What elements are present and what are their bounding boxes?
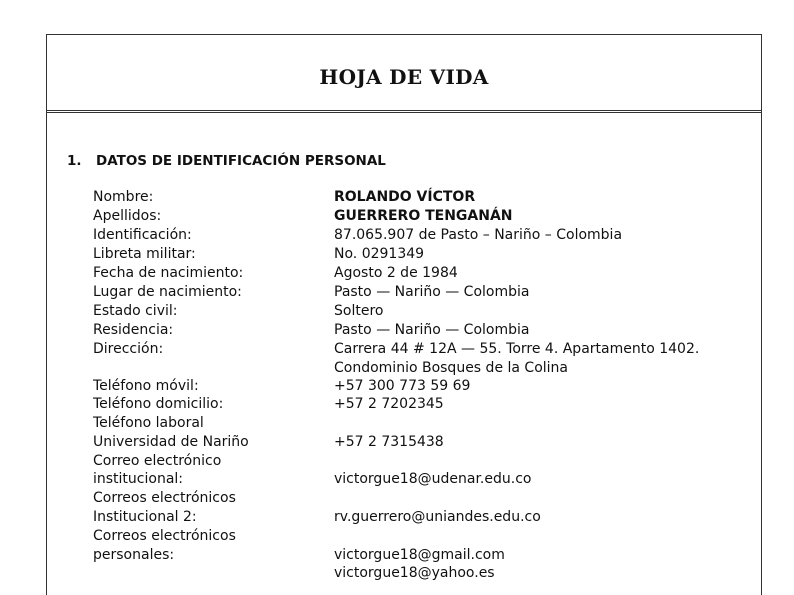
section-title: DATOS DE IDENTIFICACIÓN PERSONAL xyxy=(96,153,386,169)
field-value: Pasto — Nariño — Colombia xyxy=(334,322,530,338)
field-value: No. 0291349 xyxy=(334,246,425,262)
section-heading xyxy=(67,153,386,169)
field-value: +57 2 7315438 xyxy=(334,434,444,450)
field-value: rv.guerrero@uniandes.edu.co xyxy=(334,509,541,525)
field-value: ROLANDO VÍCTOR xyxy=(334,189,476,205)
field-label: Correos electrónicos xyxy=(93,528,236,544)
field-label: Residencia: xyxy=(93,322,174,338)
field-value: Condominio Bosques de la Colina xyxy=(334,360,568,376)
section-number: 1. xyxy=(67,153,82,169)
field-label: Libreta militar: xyxy=(93,246,196,262)
field-label: Estado civil: xyxy=(93,303,178,319)
field-value: GUERRERO TENGANÁN xyxy=(334,208,513,224)
field-label: Fecha de nacimiento: xyxy=(93,265,244,281)
field-label: Institucional 2: xyxy=(93,509,197,525)
field-value: 87.065.907 de Pasto – Nariño – Colombia xyxy=(334,227,623,243)
field-label: Dirección: xyxy=(93,341,164,357)
field-label: Nombre: xyxy=(93,189,154,205)
field-label: Teléfono móvil: xyxy=(93,378,199,394)
field-value: victorgue18@gmail.com xyxy=(334,547,505,563)
field-label: Teléfono laboral xyxy=(93,415,204,431)
field-value: Pasto — Nariño — Colombia xyxy=(334,284,530,300)
field-label: Universidad de Nariño xyxy=(93,434,249,450)
document-title: HOJA DE VIDA xyxy=(319,65,489,89)
field-label: Apellidos: xyxy=(93,208,162,224)
field-value: Carrera 44 # 12A — 55. Torre 4. Apartamento 1402. xyxy=(334,341,700,357)
field-label: personales: xyxy=(93,547,175,563)
field-value: +57 2 7202345 xyxy=(334,396,444,412)
field-label: institucional: xyxy=(93,471,184,487)
field-value: victorgue18@yahoo.es xyxy=(334,565,495,581)
field-label: Identificación: xyxy=(93,227,192,243)
field-value: Agosto 2 de 1984 xyxy=(334,265,458,281)
title-box xyxy=(47,35,761,113)
field-label: Lugar de nacimiento: xyxy=(93,284,242,300)
field-value: Soltero xyxy=(334,303,384,319)
field-value: victorgue18@udenar.edu.co xyxy=(334,471,532,487)
field-value: +57 300 773 59 69 xyxy=(334,378,471,394)
field-label: Correos electrónicos xyxy=(93,490,236,506)
resume-page xyxy=(46,34,762,595)
field-label: Teléfono domicilio: xyxy=(93,396,224,412)
field-label: Correo electrónico xyxy=(93,453,222,469)
